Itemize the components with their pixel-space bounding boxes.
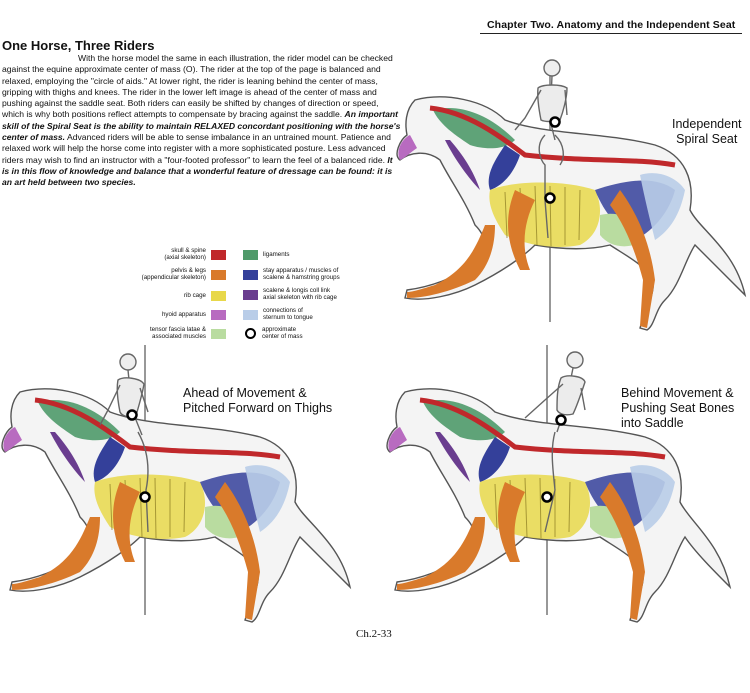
center-of-mass-marker [543,493,552,502]
legend-swatch [211,329,226,339]
legend-swatch [243,290,258,300]
caption-behind-movement: Behind Movement & Pushing Seat Bones into Saddle [621,386,735,430]
legend-label: stay apparatus / muscles of scalene & hamstring groups [263,267,340,281]
body-text-1: With the horse model the same in each illustration, the rider model can be checked against the equine approximate center of mass (O). The rider at the top of the page is balanced and relaxed, employing the "circle of aids." At lower right, the rider is leaning behind the center of mass, gripping with thighs and knees. The rider in the lower left image is ahead of the center of mass and pushing against the saddle seat. Both riders can easily be shifted by changes of direction or speed, which is why both positions reflect attempts to compensate by bracing against the saddle. [2,53,393,120]
legend-label: pelvis & legs (appendicular skeleton) [141,267,206,281]
center-of-mass-icon [245,328,256,339]
legend-label: tensor fascia latae & associated muscles [149,326,206,340]
illustration-behind-movement [385,340,750,640]
illustration-independent-seat [355,40,750,340]
center-of-mass-marker [546,194,555,203]
legend-item-pelvis-legs [128,268,231,281]
horse-anatomy-figure [397,60,745,330]
legend-label: scalene & longis coll link axial skeleton with rib cage [263,287,337,301]
legend-item-skull-spine [128,248,231,261]
legend-label: rib cage [183,291,206,299]
legend-swatch [243,270,258,280]
page-title: One Horse, Three Riders [2,38,155,53]
body-emphasis-1: An important skill of the Spiral Seat is the ability to maintain RELAXED concordant positioning with the horse's center of mass. [2,109,401,143]
horse-anatomy-figure [2,345,350,622]
legend-swatch [211,250,226,260]
legend-label: connections of sternum to tongue [263,307,313,321]
header-rule [480,33,742,34]
legend-swatch [243,250,258,260]
page-number: Ch.2-33 [356,628,392,640]
legend-label: skull & spine (axial skeleton) [164,247,206,261]
caption-independent-seat: Independent Spiral Seat [672,117,742,146]
legend-item-rib-cage [128,291,231,301]
legend-label: ligaments [263,250,290,258]
body-paragraph [2,53,402,189]
caption-ahead-of-movement: Ahead of Movement & Pitched Forward on Thighs [183,386,333,415]
legend-swatch [211,270,226,280]
chapter-header: Chapter Two. Anatomy and the Independent Seat [487,19,736,31]
legend-swatch [243,310,258,320]
body-text-2: Advanced riders will be able to sense imbalance in an untrained mount. Patience and relaxed work will help the horse come into register with a more sophisticated posture. Less advanced riders may wish to find an instructor with a "four-footed professor" to learn the feel of a balanced ride. [2,132,391,165]
legend-swatch [211,310,226,320]
legend-item-tensor-fascia [128,327,231,340]
legend-label: hyoid apparatus [161,310,206,318]
center-of-mass-marker [141,493,150,502]
body-emphasis-2: It is in this flow of knowledge and balance that a wonderful feature of dressage can be found: it is an art held between two species. [2,154,393,188]
legend-item-hyoid [128,310,231,320]
illustration-ahead-of-movement [0,340,385,640]
legend-label: approximate center of mass [262,326,303,340]
legend-swatch [211,291,226,301]
